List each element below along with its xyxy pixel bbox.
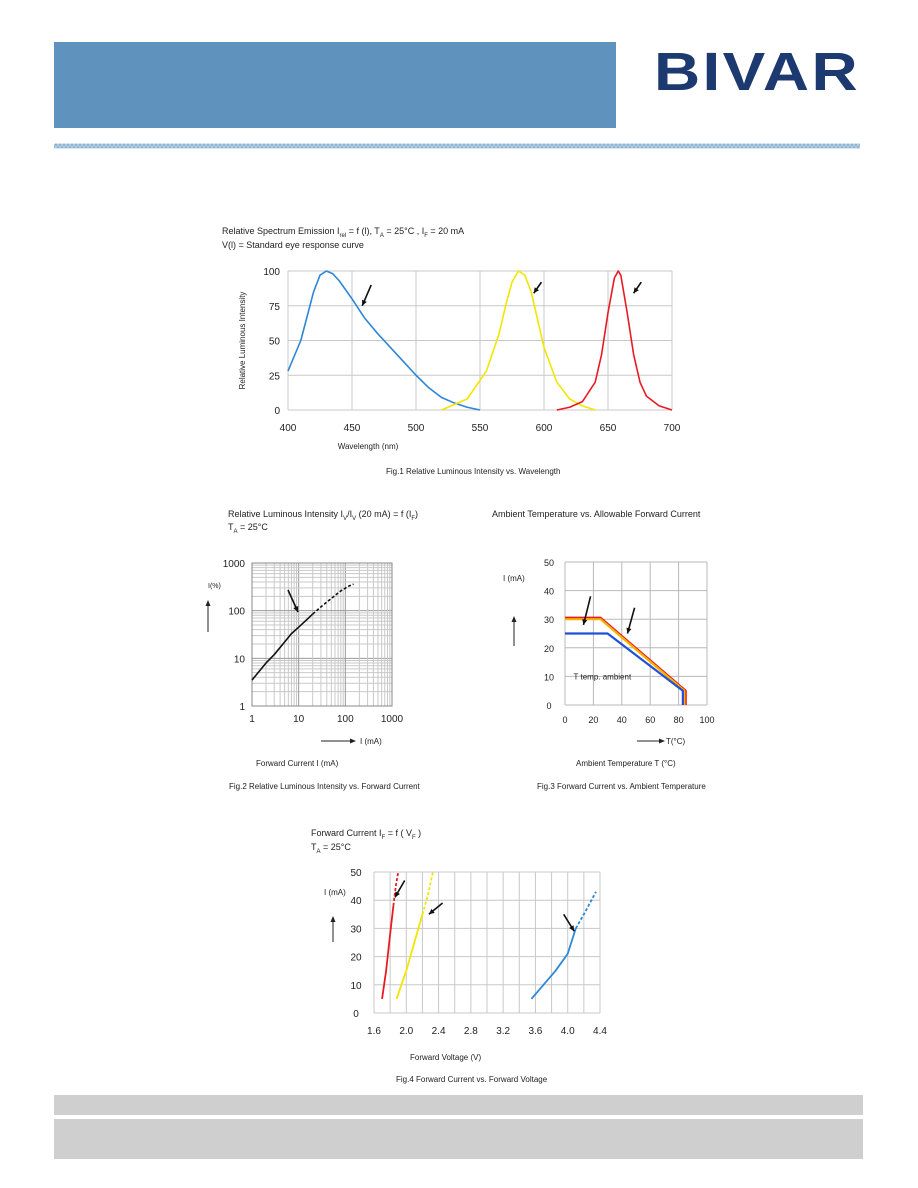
x-tick-label: 4.0: [560, 1026, 575, 1037]
y-tick-label: 20: [350, 952, 362, 964]
x-tick-label: 20: [588, 715, 599, 725]
y-tick-label: 100: [263, 267, 280, 278]
x-axis-footer-label: Forward Current I (mA): [256, 759, 339, 768]
x-tick-label: 550: [471, 423, 489, 434]
x-axis-arrow-head: [659, 739, 665, 744]
x-tick-label: 2.0: [399, 1026, 414, 1037]
x-tick-label: 100: [699, 715, 715, 725]
series-line-4: [531, 928, 575, 999]
fig4-iv-chart: [318, 862, 608, 1066]
fig2-caption: Fig.2 Relative Luminous Intensity vs. Forward Current: [229, 782, 420, 791]
plot-frame: [252, 563, 392, 706]
x-tick-label: 2.4: [431, 1026, 446, 1037]
x-tick-label: 1: [249, 714, 255, 725]
fig3-caption: Fig.3 Forward Current vs. Ambient Temperature: [537, 782, 706, 791]
y-tick-label: 0: [546, 701, 552, 711]
series-line-1: [393, 872, 398, 906]
x-tick-label: 3.6: [528, 1026, 543, 1037]
y-tick-label: 50: [543, 558, 555, 568]
y-axis-label: I (mA): [503, 574, 525, 583]
y-axis-label: I(%): [208, 583, 221, 590]
x-tick-label: 3.2: [496, 1026, 511, 1037]
svg-text:BIVAR: BIVAR: [654, 46, 860, 92]
header-banner: [54, 42, 616, 128]
x-tick-label: 60: [645, 715, 656, 725]
x-axis-footer-label: Ambient Temperature T (°C): [576, 759, 676, 768]
y-tick-label: 40: [350, 896, 362, 908]
series-line-5: [576, 892, 596, 929]
y-tick-label: 50: [350, 868, 362, 879]
fig2-title: Relative Luminous Intensity $I_V/I_V$ (20 mA) = f $(I_F)$: [228, 509, 419, 522]
y-tick-label: 1000: [222, 559, 245, 570]
y-tick-label: 25: [268, 371, 280, 383]
y-tick-label: 30: [350, 924, 362, 936]
x-tick-label: 10: [293, 714, 305, 725]
x-axis-arrow-head: [350, 739, 356, 744]
fig3-derating-chart: [494, 556, 734, 770]
x-axis-label: T(°C): [666, 737, 686, 746]
fig1-subtitle: V(l) = Standard eye response curve: [222, 240, 364, 250]
fig1-spectrum-chart: [230, 258, 700, 458]
x-tick-label: 100: [336, 714, 354, 725]
fig2-subtitle: $T_A = 25^\circ C$: [228, 522, 268, 535]
x-tick-label: 1000: [380, 714, 404, 725]
x-axis-label: Wavelength (nm): [337, 442, 399, 451]
y-tick-label: 10: [543, 672, 555, 683]
fig4-caption: Fig.4 Forward Current vs. Forward Voltage: [396, 1075, 548, 1084]
decorative-zigzag-divider: [54, 142, 860, 150]
series-line-1: [565, 619, 684, 705]
y-tick-label: 40: [543, 586, 555, 597]
fig2-intensity-chart: [196, 552, 416, 772]
fig1-title: Relative Spectrum Emission $I_{rel} = f$ (l), $T_A = 25^\circ C$ , $I_F = 20$ mA: [222, 226, 465, 239]
y-tick-label: 10: [233, 654, 245, 666]
y-axis-arrow-head: [206, 600, 211, 606]
x-tick-label: 700: [663, 423, 681, 434]
x-axis-label: I (mA): [360, 737, 382, 746]
fig4-subtitle: $T_A = 25^\circ C$: [311, 842, 351, 855]
fig3-title: Ambient Temperature vs. Allowable Forward Current: [492, 509, 701, 519]
x-tick-label: 500: [407, 423, 425, 434]
footer-band-bottom: [54, 1119, 863, 1159]
x-tick-label: 80: [673, 715, 684, 725]
x-tick-label: 650: [599, 423, 617, 434]
x-tick-label: 0: [562, 715, 568, 725]
series-line-3: [422, 872, 432, 914]
footer-band-top: [54, 1095, 863, 1115]
y-axis-arrow-head: [331, 916, 336, 922]
y-tick-label: 100: [228, 606, 245, 618]
x-axis-label: Forward Voltage (V): [410, 1053, 482, 1062]
y-tick-label: 50: [268, 336, 280, 348]
x-tick-label: 600: [535, 423, 553, 434]
y-tick-label: 1: [239, 702, 245, 713]
y-tick-label: 0: [353, 1009, 359, 1020]
series-line-2: [565, 634, 683, 706]
y-axis-label: I (mA): [324, 888, 346, 897]
x-tick-label: 1.6: [367, 1026, 381, 1037]
y-tick-label: 75: [268, 301, 280, 313]
y-tick-label: 10: [350, 980, 362, 992]
bivar-logo: [654, 46, 860, 92]
y-axis-label: Relative Luminous Intensity: [238, 291, 247, 390]
x-tick-label: 400: [279, 423, 297, 434]
x-tick-label: 40: [616, 715, 627, 725]
x-tick-label: 4.4: [593, 1026, 607, 1037]
x-tick-label: 450: [343, 423, 361, 434]
series-line-0: [565, 618, 686, 705]
y-tick-label: 0: [274, 406, 280, 417]
x-tick-label: 2.8: [463, 1026, 478, 1037]
y-tick-label: 20: [543, 643, 555, 654]
y-axis-arrow-head: [512, 616, 517, 622]
fig1-caption: Fig.1 Relative Luminous Intensity vs. Wavelength: [386, 467, 561, 476]
series-line-0: [252, 614, 313, 680]
fig4-title: Forward Current $I_F = f$ ( $V_F$ ): [311, 828, 422, 841]
series-line-1: [313, 584, 354, 614]
y-tick-label: 30: [543, 615, 555, 626]
chart-annotation: T temp. ambient: [573, 672, 632, 682]
